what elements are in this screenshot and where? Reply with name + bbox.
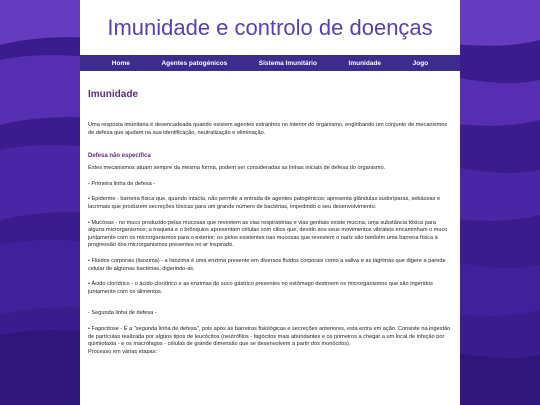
first-line-label: - Primeira linha de defesa - <box>88 180 156 187</box>
nav-jogo[interactable]: Jogo <box>412 59 429 67</box>
list-item-acido: • Ácido clorídrico - o ácido clorídrico e as enzimas do suco gástrico presentes no estômago destroem os microrganismos que são ingeridos juntamente com os alimentos. <box>88 281 433 295</box>
main-nav <box>80 55 460 71</box>
list-item-epiderme: • Epiderme - barreira física que, quando intacta, não permite a entrada de agentes patogénicos; apresenta glândulas sudoríparas, sebáceas e lacrimais que produzem secreções tóxicas para um grande número de bactérias, impedindo o seu desenvolvimento. <box>88 196 441 210</box>
site-header <box>80 0 460 55</box>
list-item-fluidos: • Fluidos corporais (lisozima) - a lisozima é uma enzima presente em diversos fluidos corporais como a saliva e as lágrimas que digere a parede celular de algumas bactérias, digerindo-as. <box>88 257 446 272</box>
intro-paragraph: Uma resposta imunitária é desencadeada quando existem agentes estranhos no interior do organismo, englobando um conjunto de mecanismos de defesa que ajudam na sua identificação, neutralização e eliminação. <box>88 122 448 136</box>
nav-imunidade[interactable]: Imunidade <box>348 59 382 67</box>
section-heading-defesa-nao-especifica: Defesa não específica <box>88 153 151 160</box>
section1-intro: Estes mecanismos atuam sempre da mesma forma, podem ser consideradas as linhas iniciais de defesa do organismo. <box>88 165 386 172</box>
page-container <box>80 0 460 405</box>
main-content <box>80 71 460 356</box>
nav-sistema-imunitario[interactable]: Sistema Imunitário <box>258 59 317 67</box>
nav-agentes-patogenicos[interactable]: Agentes patogénicos <box>161 59 228 67</box>
site-title: Imunidade e controlo de doenças <box>107 14 433 40</box>
second-line-label: - Segunda linha de defesa - <box>88 310 157 317</box>
nav-home[interactable]: Home <box>111 59 130 67</box>
list-item-fagocitose: • Fagocitose - É a "segunda linha de defesa", pois após as barreiras fisiológicas e secreções anteriores, esta entra em ação. Consiste na ingestão de partículas realizada por alguns tipos de leucócitos (neutrófilos - fagócitos mais abundantes e os primeiros a chegar a um local de infeção por quimiotaxia - e os macrófagos - células de grande dimensão que se desenvolvem a partir dos monócitos). <box>88 325 451 348</box>
page-heading: Imunidade <box>88 89 139 100</box>
list-item-mucosas: • Mucosas - no muco produzido pelas mucosas que revestem as vias respiratórias e vias genitais existe mucina, uma substância tóxica para alguns microrganismos; a traqueia e o brônquios apresentam células com cílios que, devido aos seus movimentos vibráteis encaminham o muco juntamente com os microrganismos para o exterior; os pelos existentes nas mucosas que revestem o nariz são também uma barreira física à progressão dos microrganismos presentes no ar inspirado. <box>88 219 448 249</box>
processo-label: Processo em várias etapas: <box>88 348 158 355</box>
